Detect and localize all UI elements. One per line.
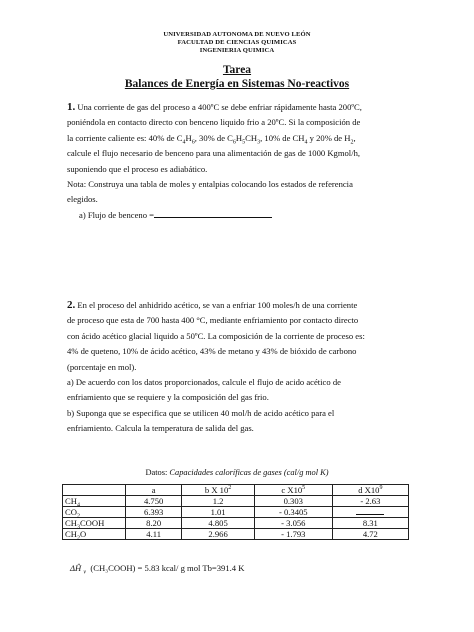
- header-cell: c $X10^5$: [254, 485, 332, 496]
- faculty-name: FACULTAD DE CIENCIAS QUIMICAS: [177, 39, 297, 46]
- career-name: INGENIERIA QUIMICA: [199, 47, 275, 54]
- header-cell: [63, 485, 126, 496]
- table-row: [63, 529, 409, 540]
- species-cell: $CH_4$: [63, 496, 126, 507]
- problem-1: [67, 100, 412, 223]
- p2-line9: enfriamiento. Calcula la temperatura de salida del gas.: [67, 423, 254, 434]
- p1-item-a: a) Flujo de benceno =: [67, 208, 412, 223]
- value-cell: 8.20: [126, 518, 182, 529]
- value-cell: 0.303: [254, 496, 332, 507]
- answer-blank: [154, 209, 272, 218]
- problem-2: [67, 298, 412, 437]
- assignment-title: Tarea: [222, 64, 252, 76]
- species-cell: $CH_3COOH$: [63, 518, 126, 529]
- value-cell: - 1.793: [254, 529, 332, 540]
- assignment-subtitle: Balances de Energía en Sistemas No-reactivos: [124, 78, 350, 90]
- value-cell: - 3.056: [254, 518, 332, 529]
- vaporization-enthalpy: ΔĤ $_v$ (CH₃COOH) = 5.83 kcal/ g mol Tb=391.4 K: [70, 563, 245, 576]
- table-row: [63, 518, 409, 529]
- table-header-row: [63, 485, 409, 496]
- heat-capacity-table: [62, 484, 409, 540]
- table-caption: Datos: Capacidades caloríficas de gases (cal/g mol K): [145, 468, 329, 477]
- header-cell: b X $10^2$: [182, 485, 255, 496]
- p1-line1: Una corriente de gas del proceso a 400ºC se debe enfriar rápidamente hasta 200ºC,: [77, 102, 362, 112]
- p2-line4: 4% de queteno, 10% de ácido acético, 43% de metano y 43% de bióxido de carbono: [67, 346, 357, 357]
- table-row: [63, 507, 409, 518]
- value-cell: 4.805: [182, 518, 255, 529]
- p2-line6: a) De acuerdo con los datos proporcionados, calcule el flujo de acido acético de: [67, 377, 341, 388]
- value-cell: - 0.3405: [254, 507, 332, 518]
- p2-line5: (porcentaje en mol).: [67, 361, 137, 372]
- value-cell: - 2.63: [332, 496, 408, 507]
- p2-line7: enfriamiento que se requiere y la composición del gas frio.: [67, 392, 269, 403]
- value-cell: 4.72: [332, 529, 408, 540]
- value-cell: 4.750: [126, 496, 182, 507]
- value-cell: 6.393: [126, 507, 182, 518]
- value-cell: 1.01: [182, 507, 255, 518]
- table-row: [63, 496, 409, 507]
- p1-note1: Nota: Construya una tabla de moles y entalpias colocando los estados de referencia: [67, 179, 353, 190]
- value-cell: 2.966: [182, 529, 255, 540]
- header-cell: a: [126, 485, 182, 496]
- problem-2-number: 2.: [67, 299, 76, 311]
- value-cell: [332, 507, 408, 518]
- problem-1-number: 1.: [67, 101, 76, 113]
- p1-line3: la corriente caliente es: 40% de $C_4H_6$, 30% de $C_6H_5CH_3$, 10% de $CH_4$ y 20% de $H_2$,: [67, 132, 356, 146]
- species-cell: $CO_2$: [63, 507, 126, 518]
- species-cell: $CH_2O$: [63, 529, 126, 540]
- p1-line4: calcule el flujo necesario de benceno para una alimentación de gas de 1000 Kgmol/h,: [67, 148, 361, 159]
- p2-line2: de proceso que esta de 700 hasta 400 °C, mediante enfriamiento por contacto directo: [67, 315, 359, 326]
- p2-line8: b) Suponga que se especifica que se utilicen 40 mol/h de acido acético para el: [67, 407, 335, 418]
- p2-line3: con ácido acético glacial liquido a 50ºC. La composición de la corriente de proceso es:: [67, 330, 365, 341]
- p1-line5: suponiendo que el proceso es adiabático.: [67, 163, 208, 174]
- university-name: UNIVERSIDAD AUTONOMA DE NUEVO LEÓN: [163, 31, 311, 38]
- p1-line2: poniéndola en contacto directo con benceno liquido frio a 20ºC. Si la composición de: [67, 117, 361, 128]
- empty-line: [356, 507, 384, 515]
- header-cell: d $X10^9$: [332, 485, 408, 496]
- value-cell: 4.11: [126, 529, 182, 540]
- value-cell: 1.2: [182, 496, 255, 507]
- p1-note2: elegidos.: [67, 194, 98, 205]
- value-cell: 8.31: [332, 518, 408, 529]
- p2-line1: En el proceso del anhidrido acético, se van a enfriar 100 moles/h de una corriente: [77, 300, 358, 310]
